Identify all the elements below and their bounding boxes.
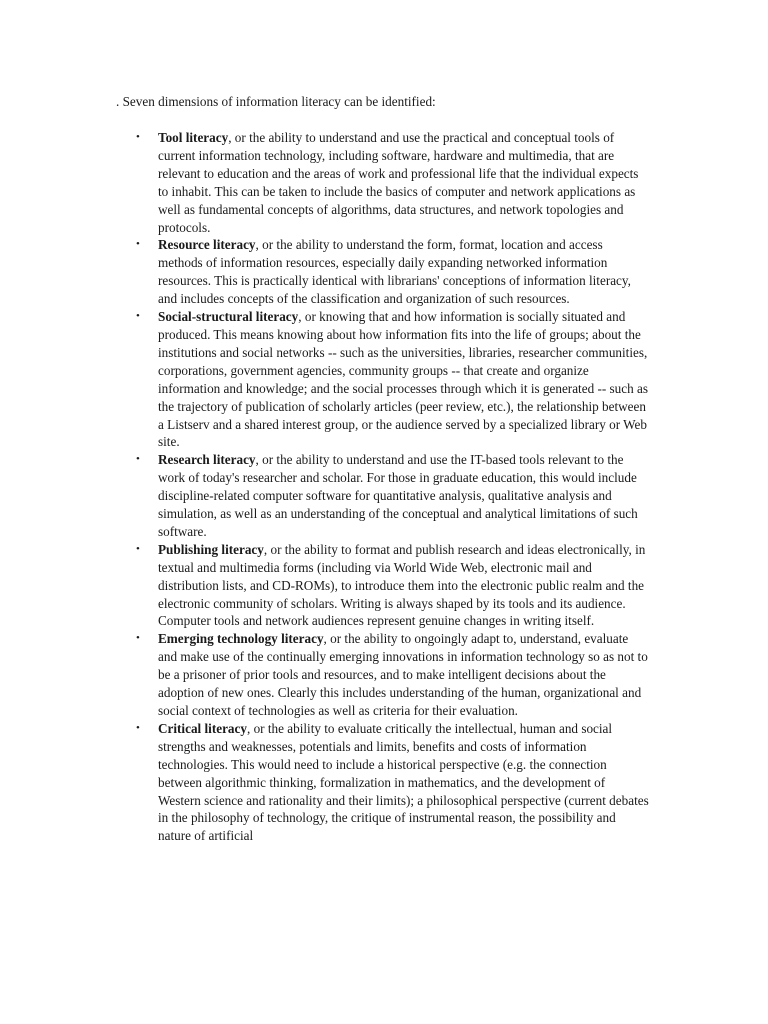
- dimension-tool-literacy: [136, 129, 650, 236]
- dimension-description: , or the ability to evaluate critically the intellectual, human and social strengths and weaknesses, potentials and limits, benefits and costs of information technologies. This would need to include a historical perspective (e.g. the connection between algorithmic thinking, formalization in mathematics, and the development of Western science and rationality and their limits); a philosophical perspective (current debates in the philosophy of technology, the critique of instrumental reason, the possibility and nature of artificial: [158, 720, 649, 844]
- intro-paragraph: . Seven dimensions of information literacy can be identified:: [116, 94, 436, 109]
- dimension-description: , or the ability to format and publish research and ideas electronically, in textual and multimedia forms (including via World Wide Web, electronic mail and distribution lists, and CD-ROMs), to introduce them into the electronic public realm and the electronic community of scholars. Writing is always shaped by its tools and its audience. Computer tools and network audiences represent genuine changes in writing itself.: [158, 541, 646, 629]
- bullet-icon: •: [136, 632, 140, 645]
- dimension-term: Tool literacy: [158, 130, 229, 145]
- dimension-research-literacy: [136, 451, 650, 541]
- dimension-resource-literacy: [136, 236, 650, 308]
- bullet-icon: •: [136, 453, 140, 466]
- dimension-term: Emerging technology literacy: [158, 631, 324, 647]
- dimension-term: Research literacy: [158, 452, 256, 468]
- dimension-social-structural-literacy: [136, 308, 650, 451]
- dimension-publishing-literacy: [136, 541, 650, 631]
- dimension-term: Social-structural literacy: [158, 309, 299, 325]
- literacy-dimensions-list: [136, 129, 650, 845]
- dimension-description: , or the ability to understand and use the IT-based tools relevant to the work of today's researcher and scholar. For those in graduate education, this would include discipline-related computer software for quantitative analysis, qualitative analysis and simulation, as well as an understanding of the conceptual and analytical limitations of such software.: [158, 452, 638, 539]
- bullet-icon: •: [136, 721, 140, 734]
- dimension-term: Publishing literacy: [158, 541, 264, 557]
- dimension-description: , or the ability to understand the form, format, location and access methods of information resources, especially daily expanding networked information resources. This is practically identical with librarians' conceptions of information literacy, and includes concepts of the classification and organization of such resources.: [158, 237, 631, 307]
- bullet-icon: •: [136, 238, 140, 251]
- dimension-term: Critical literacy: [158, 720, 247, 736]
- bullet-icon: •: [136, 310, 140, 323]
- dimension-description: , or the ability to ongoingly adapt to, understand, evaluate and make use of the continually emerging innovations in information technology so as not to be a prisoner of prior tools and resources, and to make intelligent decisions about the adoption of new ones. Clearly this includes understanding of the human, organizational and social context of technologies as well as criteria for their evaluation.: [158, 631, 648, 718]
- dimension-term: Resource literacy: [158, 237, 256, 253]
- bullet-icon: •: [136, 131, 140, 143]
- dimension-description: , or the ability to understand and use the practical and conceptual tools of current information technology, including software, hardware and multimedia, that are relevant to education and the areas of work and professional life that the individual expects to inhabit. This can be taken to include the basics of computer and network applications as well as fundamental concepts of algorithms, data structures, and network topologies and protocols.: [158, 130, 639, 235]
- dimension-description: , or knowing that and how information is socially situated and produced. This means knowing about how information fits into the life of groups; about the institutions and social networks -- such as the universities, libraries, researcher communities, corporations, government agencies, community groups -- that create and organize information and knowledge; and the social processes through which it is generated -- such as the trajectory of publication of scholarly articles (peer review, etc.), the relationship between a Listserv and a shared interest group, or the audience served by a specialized library or Web site.: [158, 309, 648, 450]
- dimension-emerging-technology-literacy: [136, 630, 650, 720]
- dimension-critical-literacy: [136, 720, 650, 845]
- bullet-icon: •: [136, 542, 140, 555]
